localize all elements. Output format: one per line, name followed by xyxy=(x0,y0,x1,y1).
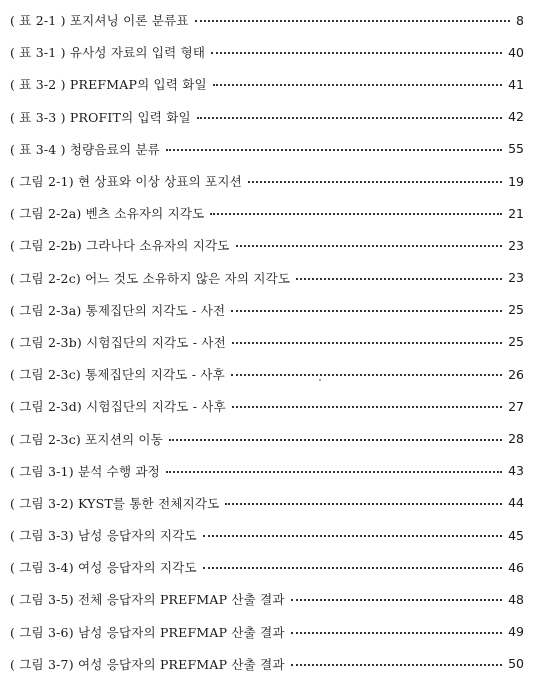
dot-leader xyxy=(231,310,502,312)
toc-entry xyxy=(10,326,524,358)
dot-leader xyxy=(211,52,502,54)
toc-entry-title: ( 그림 2-3c) 포지션의 이동 xyxy=(10,431,163,447)
toc-entry xyxy=(10,101,524,133)
toc-entry-page-number: 27 xyxy=(508,398,524,414)
toc-entry-page-number: 40 xyxy=(508,44,524,60)
toc-entry-title: ( 그림 2-2c) 어느 것도 소유하지 않은 자의 지각도 xyxy=(10,270,291,286)
toc-entry-page-number: 50 xyxy=(508,656,524,672)
toc-entry xyxy=(10,551,524,583)
toc-entry-title: ( 그림 3-1) 분석 수행 과정 xyxy=(10,463,160,479)
toc-entry-page-number: 8 xyxy=(516,12,524,28)
toc-entry xyxy=(10,133,524,165)
toc-entry-title: ( 그림 2-2b) 그라나다 소유자의 지각도 xyxy=(10,238,230,254)
toc-entry-page-number: 41 xyxy=(508,76,524,92)
dot-leader xyxy=(225,503,502,505)
toc-entry-title: ( 표 3-4 ) 청량음료의 분류 xyxy=(10,141,160,157)
toc-entry-page-number: 21 xyxy=(508,205,524,221)
toc-entry-page-number: 25 xyxy=(508,334,524,350)
toc-entry-title: ( 그림 3-4) 여성 응답자의 지각도 xyxy=(10,560,197,576)
toc-entry-page-number: 23 xyxy=(508,237,524,253)
dot-leader xyxy=(203,567,502,569)
dot-leader xyxy=(195,20,510,22)
toc-entry xyxy=(10,455,524,487)
toc-entry-page-number: 46 xyxy=(508,559,524,575)
toc-entry-title: ( 표 2-1 ) 포지셔닝 이론 분류표 xyxy=(10,13,189,29)
toc-entry xyxy=(10,294,524,326)
toc-entry-title: ( 표 3-3 ) PROFIT의 입력 화일 xyxy=(10,109,191,125)
toc-entry-page-number: 42 xyxy=(508,109,524,125)
toc-entry-title: ( 그림 2-3b) 시험집단의 지각도 - 사전 xyxy=(10,334,226,350)
toc-entry-page-number: 23 xyxy=(508,270,524,286)
dot-leader xyxy=(232,406,502,408)
toc-entry xyxy=(10,4,524,36)
dot-leader xyxy=(291,599,502,601)
toc-entry xyxy=(10,229,524,261)
dot-leader xyxy=(291,632,502,634)
dot-leader xyxy=(210,213,502,215)
toc-entry-page-number: 48 xyxy=(508,591,524,607)
toc-entry-page-number: 44 xyxy=(508,495,524,511)
toc-entry xyxy=(10,519,524,551)
toc-entry-page-number: 19 xyxy=(508,173,524,189)
toc-entry-title: ( 그림 2-3a) 통제집단의 지각도 - 사전 xyxy=(10,302,226,318)
toc-entry-title: ( 그림 3-7) 여성 응답자의 PREFMAP 산출 결과 xyxy=(10,656,285,672)
toc-entry-page-number: 26 xyxy=(508,366,524,382)
toc-entry xyxy=(10,68,524,100)
dot-leader xyxy=(231,374,502,376)
dot-leader xyxy=(296,278,502,280)
toc-entry xyxy=(10,197,524,229)
dot-leader xyxy=(248,181,502,183)
toc-entry xyxy=(10,422,524,454)
toc-entry-title: ( 그림 2-1) 현 상표와 이상 상표의 포지션 xyxy=(10,174,242,190)
dot-leader xyxy=(197,117,502,119)
dot-leader xyxy=(203,535,502,537)
toc-entry-title: ( 그림 3-2) KYST를 통한 전체지각도 xyxy=(10,495,220,511)
toc-entry-title: ( 그림 3-3) 남성 응답자의 지각도 xyxy=(10,528,197,544)
toc-entry xyxy=(10,390,524,422)
scan-speck xyxy=(319,379,321,381)
toc-entry-page-number: 28 xyxy=(508,431,524,447)
toc-entry xyxy=(10,487,524,519)
dot-leader xyxy=(213,84,502,86)
toc-entry-page-number: 45 xyxy=(508,527,524,543)
toc-entry-page-number: 55 xyxy=(508,141,524,157)
toc-entry xyxy=(10,583,524,615)
dot-leader xyxy=(232,342,502,344)
toc-entry xyxy=(10,358,524,390)
toc-entry xyxy=(10,36,524,68)
toc-entry-page-number: 49 xyxy=(508,624,524,640)
toc-entry xyxy=(10,262,524,294)
toc-entry-title: ( 그림 2-3c) 통제집단의 지각도 - 사후 xyxy=(10,367,225,383)
toc-entry-title: ( 그림 3-5) 전체 응답자의 PREFMAP 산출 결과 xyxy=(10,592,285,608)
dot-leader xyxy=(169,439,502,441)
toc-list xyxy=(10,4,524,680)
toc-entry-title: ( 그림 3-6) 남성 응답자의 PREFMAP 산출 결과 xyxy=(10,624,285,640)
toc-entry xyxy=(10,648,524,680)
toc-entry-title: ( 표 3-1 ) 유사성 자료의 입력 형태 xyxy=(10,45,206,61)
toc-entry-title: ( 표 3-2 ) PREFMAP의 입력 화일 xyxy=(10,77,207,93)
dot-leader xyxy=(166,149,502,151)
toc-entry-title: ( 그림 2-3d) 시험집단의 지각도 - 사후 xyxy=(10,399,226,415)
toc-entry-title: ( 그림 2-2a) 벤츠 소유자의 지각도 xyxy=(10,206,205,222)
dot-leader xyxy=(236,245,503,247)
dot-leader xyxy=(166,471,502,473)
toc-entry xyxy=(10,616,524,648)
toc-entry-page-number: 25 xyxy=(508,302,524,318)
toc-entry xyxy=(10,165,524,197)
toc-entry-page-number: 43 xyxy=(508,463,524,479)
